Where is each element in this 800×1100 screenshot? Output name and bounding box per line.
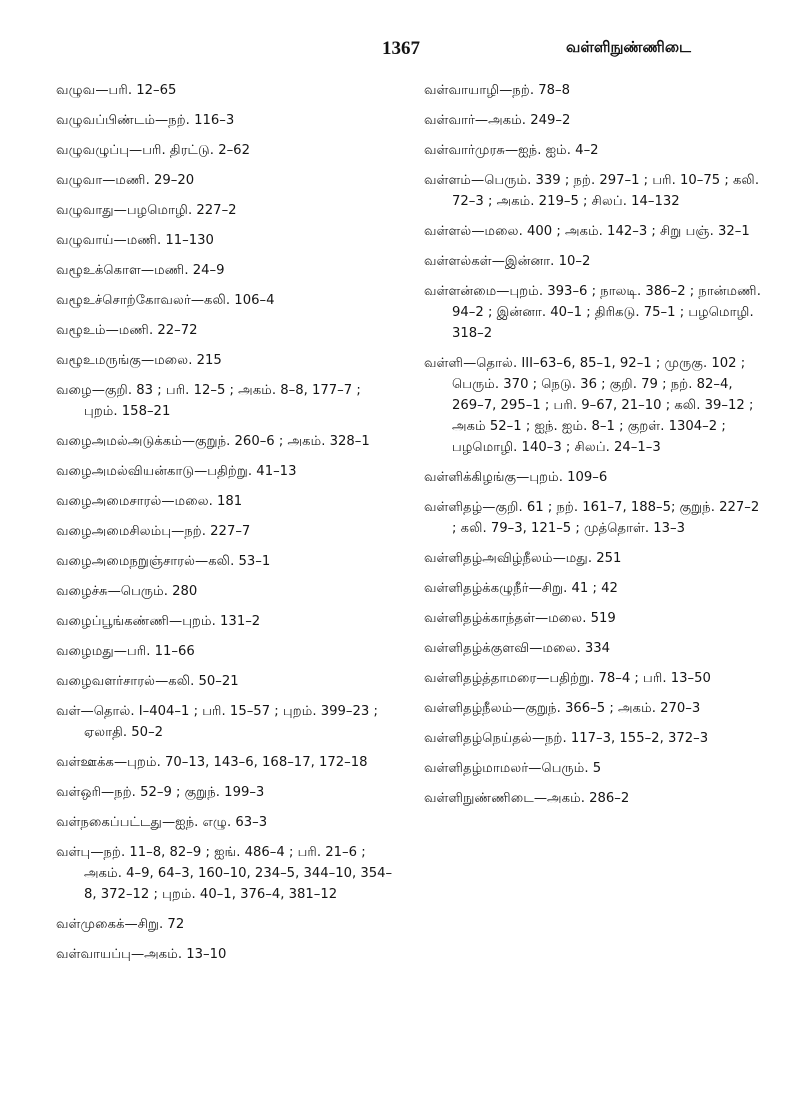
index-entry: வழைஅமைநறுஞ்சாரல்—கலி. 53–1 (56, 554, 271, 569)
index-entry: வள்ளன்மை—புறம். 393–6 ; நாலடி. 386–2 ; நான்மணி. 94–2 ; இன்னா. 40–1 ; திரிகடு. 75–1 ; பழமொழி. 318–2 (424, 284, 761, 341)
index-entry: வழுவ—பரி. 12–65 (56, 83, 177, 98)
index-entry: வள்ளல்—மலை. 400 ; அகம். 142–3 ; சிறு பஞ். 32–1 (424, 224, 750, 239)
index-entry: வள்வார்—அகம். 249–2 (424, 113, 571, 128)
index-entry: வள்வாயப்பு—அகம். 13–10 (56, 947, 227, 962)
index-entry: வழுவாய்—மணி. 11–130 (56, 233, 214, 248)
index-entry: வள்ளிதழ்க்கழுநீர்—சிறு. 41 ; 42 (424, 581, 618, 596)
page-number: 1367 (382, 38, 420, 59)
index-entry: வழூஉமருங்கு—மலை. 215 (56, 353, 222, 368)
index-entry: வள்வாயாழி—நற். 78–8 (424, 83, 570, 98)
index-entry: வள்ளிதழ்க்காந்தள்—மலை. 519 (424, 611, 616, 626)
index-entry: வழை—குறி. 83 ; பரி. 12–5 ; அகம். 8–8, 177–7 ; புறம். 158–21 (56, 383, 361, 419)
index-entry: வள்ளல்கள்—இன்னா. 10–2 (424, 254, 591, 269)
index-entry: வள்நகைப்பட்டது—ஐந். எழு. 63–3 (56, 815, 268, 830)
index-entry: வழைமது—பரி. 11–66 (56, 644, 195, 659)
index-entry: வழைவளர்சாரல்—கலி. 50–21 (56, 674, 239, 689)
index-entry: வழைஅமைசிலம்பு—நற். 227–7 (56, 524, 251, 539)
index-entry: வள்ளிதழ்அவிழ்நீலம்—மது. 251 (424, 551, 622, 566)
index-entry: வள்ளி—தொல். III–63–6, 85–1, 92–1 ; முருகு. 102 ; பெரும். 370 ; நெடு. 36 ; குறி. 79 ; நற். 82–4, 269–7, 295–1 ; பரி. 9–67, 21–10 ; கலி. 39–12 ; அகம் 52–1 ; ஐந். ஐம். 8–1 ; குறள். 1304–2 ; பழமொழி. 140–3 ; சிலப். 24–1–3 (424, 356, 754, 455)
index-entry: வழைச்சு—பெரும். 280 (56, 584, 198, 599)
index-entry: வள்ஒரி—நற். 52–9 ; குறுந். 199–3 (56, 785, 265, 800)
index-entry: வழுவா—மணி. 29–20 (56, 173, 195, 188)
index-entry: வள்ஊக்க—புறம். 70–13, 143–6, 168–17, 172–18 (56, 755, 368, 770)
index-entry: வழுவழுப்பு—பரி. திரட்டு. 2–62 (56, 143, 250, 158)
index-entry: வள்ளிதழ்மாமலர்—பெரும். 5 (424, 761, 602, 776)
index-entry: வழைஅமல்வியன்காடு—பதிற்று. 41–13 (56, 464, 297, 479)
index-entry: வழூஉச்சொற்கோவலர்—கலி. 106–4 (56, 293, 275, 308)
index-entry: வள்ளம்—பெரும். 339 ; நற். 297–1 ; பரி. 10–75 ; கலி. 72–3 ; அகம். 219–5 ; சிலப். 14–132 (424, 173, 760, 209)
left-column (56, 80, 396, 974)
index-entry: வள்வார்முரசு—ஐந். ஐம். 4–2 (424, 143, 599, 158)
index-entry: வழுவாது—பழமொழி. 227–2 (56, 203, 237, 218)
right-column (424, 80, 764, 818)
index-entry: வழைஅமல்அடுக்கம்—குறுந். 260–6 ; அகம். 328–1 (56, 434, 370, 449)
index-entry: வள்ளிதழ்நெய்தல்—நற். 117–3, 155–2, 372–3 (424, 731, 709, 746)
index-entry: வள்ளிதழ்நீலம்—குறுந். 366–5 ; அகம். 270–3 (424, 701, 701, 716)
running-head: வள்ளிநுண்ணிடை (566, 38, 691, 56)
page-header (0, 38, 800, 64)
index-entry: வள்முகைக்—சிறு. 72 (56, 917, 185, 932)
index-entry: வள்பு—நற். 11–8, 82–9 ; ஐங். 486–4 ; பரி. 21–6 ; அகம். 4–9, 64–3, 160–10, 234–5, 344–10, 354–8, 372–12 ; புறம். 40–1, 376–4, 381–12 (56, 845, 393, 902)
index-entry: வள்—தொல். I–404–1 ; பரி. 15–57 ; புறம். 399–23 ; ஏலாதி. 50–2 (56, 704, 378, 740)
index-entry: வழைப்பூங்கண்ணி—புறம். 131–2 (56, 614, 261, 629)
index-entry: வழூஉக்கொள—மணி. 24–9 (56, 263, 225, 278)
index-entry: வள்ளிதழ்க்குளவி—மலை. 334 (424, 641, 611, 656)
index-entry: வழைஅமைசாரல்—மலை. 181 (56, 494, 243, 509)
index-entry: வழூஉம்—மணி. 22–72 (56, 323, 198, 338)
index-entry: வள்ளிக்கிழங்கு—புறம். 109–6 (424, 470, 608, 485)
index-entry: வழுவப்பிண்டம்—நற். 116–3 (56, 113, 235, 128)
index-entry: வள்ளிதழ்த்தாமரை—பதிற்று. 78–4 ; பரி. 13–50 (424, 671, 711, 686)
index-entry: வள்ளிதழ்—குறி. 61 ; நற். 161–7, 188–5; குறுந். 227–2 ; கலி. 79–3, 121–5 ; முத்தொள். 13–3 (424, 500, 760, 536)
index-entry: வள்ளிநுண்ணிடை—அகம். 286–2 (424, 791, 630, 806)
